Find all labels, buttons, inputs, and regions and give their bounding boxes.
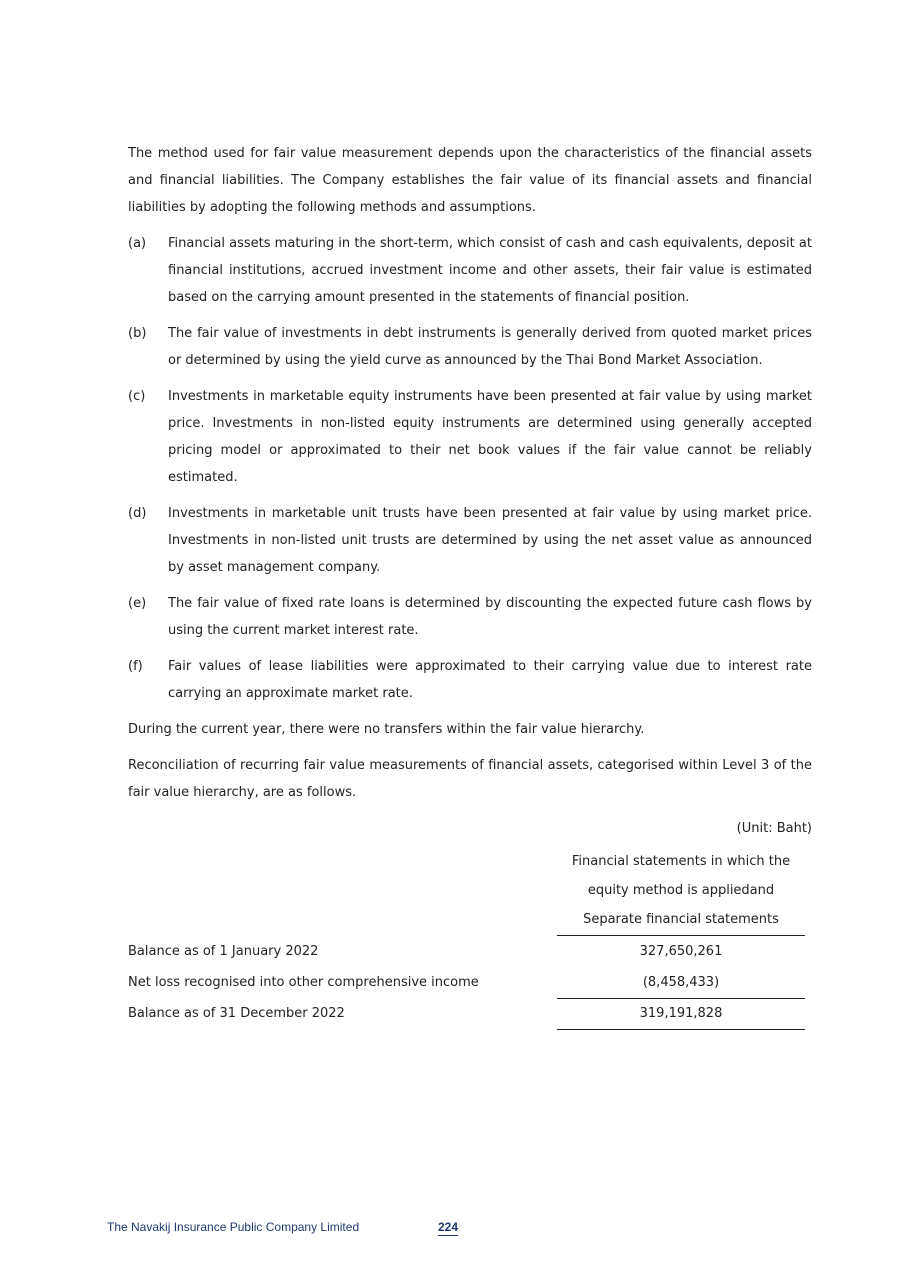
list-item-label: (f): [128, 659, 143, 674]
reconciliation-paragraph: Reconciliation of recurring fair value measurements of financial assets, categorised within Level 3 of the fair value hierarchy, are as follows.: [128, 758, 812, 800]
list-item-label: (a): [128, 236, 147, 251]
column-header-line: Separate financial statements: [583, 912, 779, 927]
column-header-line: Financial statements in which the: [571, 854, 791, 869]
transfers-paragraph: During the current year, there were no transfers within the fair value hierarchy.: [128, 722, 645, 737]
list-item-text: Fair values of lease liabilities were approximated to their carrying value due to interest rate carrying an approximate market rate.: [168, 659, 812, 701]
footer-company-name: The Navakij Insurance Public Company Limited: [107, 1220, 360, 1234]
list-item-a: [128, 230, 812, 311]
intro-paragraph: The method used for fair value measurement depends upon the characteristics of the financial assets and financial liabilities. The Company establishes the fair value of its financial assets and financial liabilities by adopting the following methods and assumptions.: [128, 146, 812, 215]
row-value: 319,191,828: [557, 998, 805, 1030]
table-row: [128, 967, 812, 998]
list-item-f: [128, 653, 812, 707]
list-item-text: The fair value of fixed rate loans is determined by discounting the expected future cash flows by using the current market interest rate.: [168, 596, 812, 638]
column-header-line: equity method is appliedand: [587, 883, 775, 898]
list-item-b: [128, 320, 812, 374]
reconciliation-table: [128, 847, 812, 1029]
list-item-label: (e): [128, 596, 147, 611]
document-body: [128, 140, 812, 1029]
list-item-text: Financial assets maturing in the short-term, which consist of cash and cash equivalents, deposit at financial institutions, accrued investment income and other assets, their fair value is estimated based on the carrying amount presented in the statements of financial position.: [168, 236, 812, 305]
row-description: Balance as of 1 January 2022: [128, 944, 319, 959]
list-item-d: [128, 500, 812, 581]
row-value: (8,458,433): [557, 967, 805, 999]
list-item-c: [128, 383, 812, 491]
list-item-e: [128, 590, 812, 644]
list-item-text: Investments in marketable unit trusts have been presented at fair value by using market price. Investments in non-listed unit trusts are determined by using the net asset value as announced by asset management company.: [168, 506, 812, 575]
table-row: [128, 936, 812, 967]
row-description: Net loss recognised into other comprehensive income: [128, 975, 479, 990]
page-number: 224: [438, 1220, 459, 1234]
column-header: [557, 847, 805, 936]
row-value: 327,650,261: [639, 944, 723, 959]
list-item-text: The fair value of investments in debt instruments is generally derived from quoted market prices or determined by using the yield curve as announced by the Thai Bond Market Association.: [168, 326, 812, 368]
list-item-label: (b): [128, 326, 147, 341]
list-item-label: (c): [128, 389, 146, 404]
list-item-label: (d): [128, 506, 147, 521]
table-row-total: [128, 998, 812, 1029]
list-item-text: Investments in marketable equity instruments have been presented at fair value by using market price. Investments in non-listed equity instruments are determined using generally accepted pricing model or approximated to their net book values if the fair value cannot be reliably estimated.: [168, 389, 812, 485]
row-description: Balance as of 31 December 2022: [128, 1006, 345, 1021]
unit-label: (Unit: Baht): [736, 821, 812, 836]
